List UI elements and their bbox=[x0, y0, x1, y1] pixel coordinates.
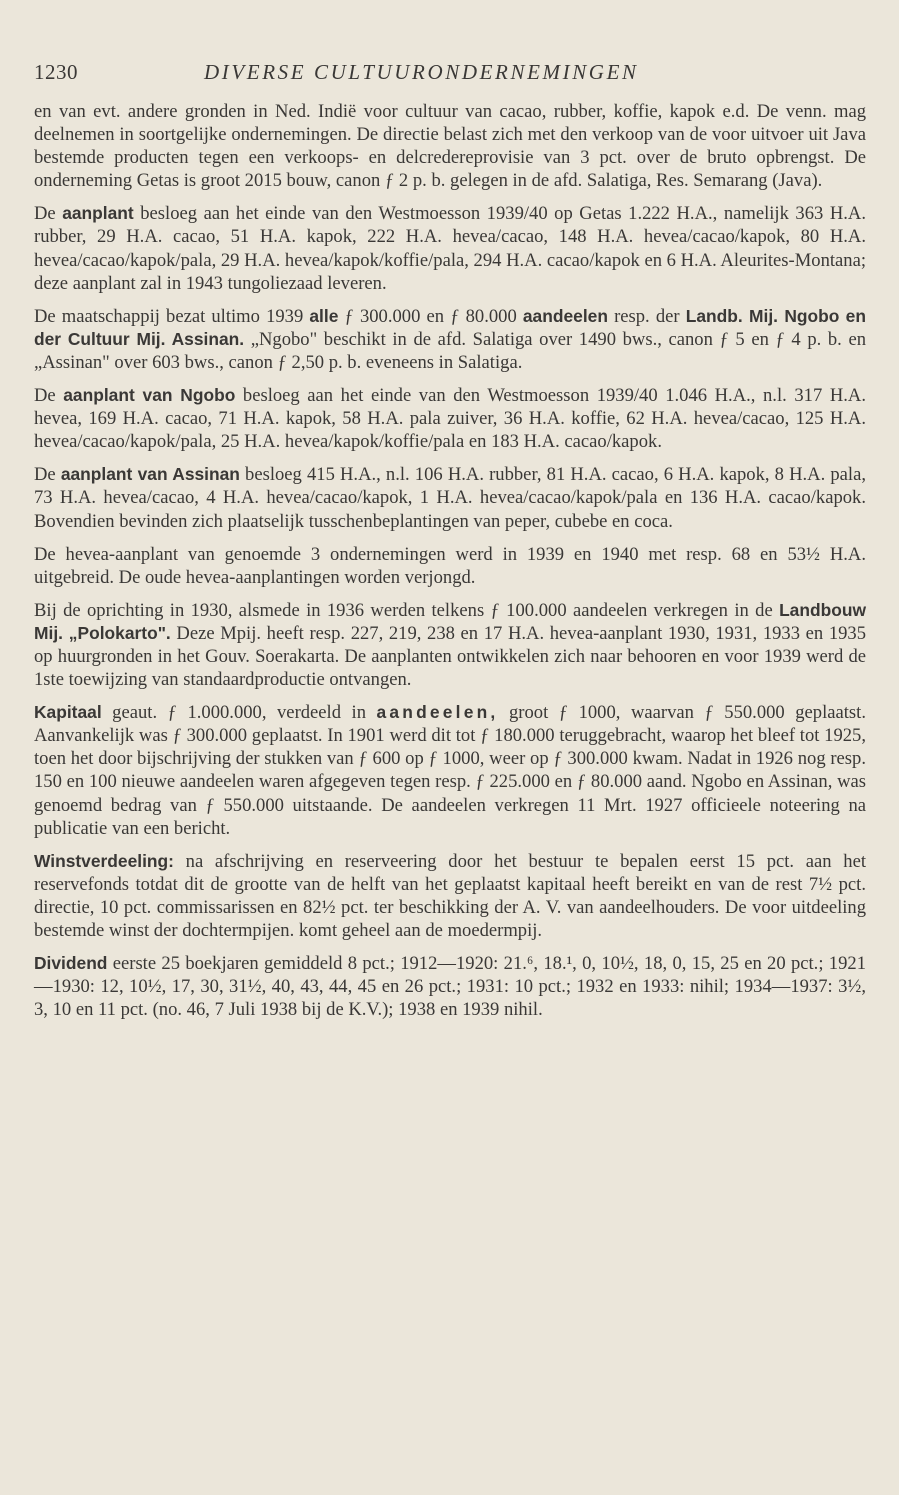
paragraph-polokarto bbox=[34, 599, 866, 691]
text-run: ƒ 300.000 en ƒ 80.000 bbox=[338, 305, 523, 327]
paragraph-aandeelen bbox=[34, 305, 866, 374]
paragraph-hevea bbox=[34, 543, 866, 589]
page-header bbox=[34, 60, 864, 90]
bold-term-spaced: aandeelen, bbox=[376, 702, 499, 723]
text-run: na afschrijving en reserveering door het bestuur te bepalen eerst 15 pct. aan het reservefonds totdat dit de grootte van de helft van het geplaatst kapitaal heeft bereikt en van de rest 7½ pct. directie, 10 pct. commissarissen en 82½ pct. ter beschikking der A. V. van aandeelhouders. De voor uitdeeling bestemde winst der dochtermpijen. komt geheel aan de moedermpij. bbox=[34, 850, 866, 941]
text-run: De maatschappij bezat ultimo 1939 bbox=[34, 305, 310, 327]
bold-term: Dividend bbox=[34, 953, 108, 974]
bold-term: Landbouw Mij. „Polokarto". bbox=[34, 599, 866, 643]
text-run: eerste 25 boekjaren gemiddeld 8 pct.; 1912—1920: 21.⁶, 18.¹, 0, 10½, 18, 0, 15, 25 en 20 pct.; 1921—1930: 12, 10½, 17, 30, 31½, 40, 43, 44, 45 en 26 pct.; 1931: 10 pct.; 1932 en 1933: nihil; 1934—1937: 3½, 3, 10 en 11 pct. (no. 46, 7 Juli 1938 bij de K.V.); 1938 en 1939 nihil. bbox=[34, 953, 866, 1021]
text-run: groot ƒ 1000, waarvan ƒ 550.000 geplaatst. Aanvankelijk was ƒ 300.000 geplaatst. In 1901 werd dit tot ƒ 180.000 teruggebracht, waarop het bleef tot 1925, toen het door bijschrijving der stukken van ƒ 600 op ƒ 1000, weer op ƒ 300.000 kwam. Nadat in 1926 nog resp. 150 en 100 nieuwe aandeelen waren afgegeven tegen resp. ƒ 225.000 en ƒ 80.000 aand. Ngobo en Assinan, was genoemd bedrag van ƒ 550.000 uitstaande. De aandeelen verkregen 11 Mrt. 1927 officieele noteering na publicatie van een bericht. bbox=[34, 702, 866, 839]
bold-term: Kapitaal bbox=[34, 702, 102, 723]
bold-term: aanplant bbox=[62, 203, 134, 224]
text-run: geaut. ƒ 1.000.000, verdeeld in bbox=[101, 702, 377, 724]
text-run: De bbox=[34, 385, 64, 407]
paragraph-aanplant-getas bbox=[34, 202, 866, 294]
paragraph-winstverdeeling bbox=[34, 850, 866, 942]
paragraph-text: De hevea-aanplant van genoemde 3 ondernemingen werd in 1939 en 1940 met resp. 68 en 53½ H.A. uitgebreid. De oude hevea-aanplantingen worden verjongd. bbox=[34, 543, 866, 588]
text-run: besloeg aan het einde van den Westmoesson 1939/40 op Getas 1.222 H.A., namelijk 363 H.A. rubber, 29 H.A. cacao, 51 H.A. kapok, 222 H.A. hevea/cacao, 148 H.A. hevea/cacao/kapok, 80 H.A. hevea/cacao/kapok/pala, 29 H.A. hevea/kapok/koffie/pala, 294 H.A. cacao/kapok en 6 H.A. Aleurites-Montana; deze aanplant zal in 1943 tungoliezaad leveren. bbox=[34, 203, 866, 294]
text-run: De bbox=[34, 464, 61, 486]
page-number: 1230 bbox=[34, 60, 78, 84]
text-run: besloeg 415 H.A., n.l. 106 H.A. rubber, 81 H.A. cacao, 6 H.A. kapok, 8 H.A. pala, 73 H.A. hevea/cacao, 4 H.A. hevea/cacao/kapok, 1 H.A. hevea/cacao/kapok/pala en 136 H.A. cacao/kapok. Bovendien bevinden zich plaatselijk tusschenbeplantingen van peper, cubebe en coca. bbox=[34, 464, 866, 532]
text-run: resp. der bbox=[607, 305, 686, 327]
body-text bbox=[34, 100, 866, 1031]
paragraph-text: en van evt. andere gronden in Ned. Indië voor cultuur van cacao, rubber, koffie, kapok e.d. De venn. mag deelnemen in soortgelijke ondernemingen. De directie belast zich met den verkoop van de voor uitvoer uit Java bestemde producten tegen een verkoops- en delcredereprovisie van 3 pct. over de bruto opbrengst. De onderneming Getas is groot 2015 bouw, canon ƒ 2 p. b. gelegen in de afd. Salatiga, Res. Semarang (Java). bbox=[34, 101, 866, 192]
text-run: „Ngobo" beschikt in de afd. Salatiga over 1490 bws., canon ƒ 5 en ƒ 4 p. b. en „Assinan" over 603 bws., canon ƒ 2,50 p. b. eveneens in Salatiga. bbox=[34, 328, 866, 373]
bold-term: Landb. Mij. Ngobo en der Cultuur Mij. Assinan. bbox=[34, 305, 866, 349]
bold-term: aandeelen bbox=[522, 305, 608, 326]
bold-term: aanplant van Assinan bbox=[60, 464, 240, 485]
bold-term: aanplant van Ngobo bbox=[63, 385, 236, 406]
paragraph-kapitaal bbox=[34, 701, 866, 840]
text-run: Bij de oprichting in 1930, alsmede in 1936 werden telkens ƒ 100.000 aandeelen verkregen in de bbox=[34, 599, 780, 621]
running-title: DIVERSE CULTUURONDERNEMINGEN bbox=[204, 60, 639, 84]
text-run: besloeg aan het einde van den Westmoesson 1939/40 1.046 H.A., n.l. 317 H.A. hevea, 169 H.A. cacao, 71 H.A. kapok, 58 H.A. pala zuiver, 36 H.A. koffie, 62 H.A. hevea/cacao, 125 H.A. hevea/cacao/kapok/pala, 25 H.A. hevea/kapok/koffie/pala en 183 H.A. cacao/kapok. bbox=[34, 385, 866, 453]
bold-term: Winstverdeeling: bbox=[34, 850, 174, 871]
bold-term: alle bbox=[309, 305, 339, 326]
text-run: Deze Mpij. heeft resp. 227, 219, 238 en 17 H.A. hevea-aanplant 1930, 1931, 1933 en 1935 op huurgronden in het Gouv. Soerakarta. De aanplanten ontwikkelen zich naar behooren en voor 1939 werd de 1ste toewijzing van standaardproductie ontvangen. bbox=[34, 622, 867, 691]
paragraph-aanplant-assinan bbox=[34, 463, 866, 532]
paragraph-dividend bbox=[34, 952, 866, 1021]
text-run: De bbox=[34, 203, 63, 225]
paragraph-intro bbox=[34, 100, 866, 192]
paragraph-aanplant-ngobo bbox=[34, 384, 866, 453]
